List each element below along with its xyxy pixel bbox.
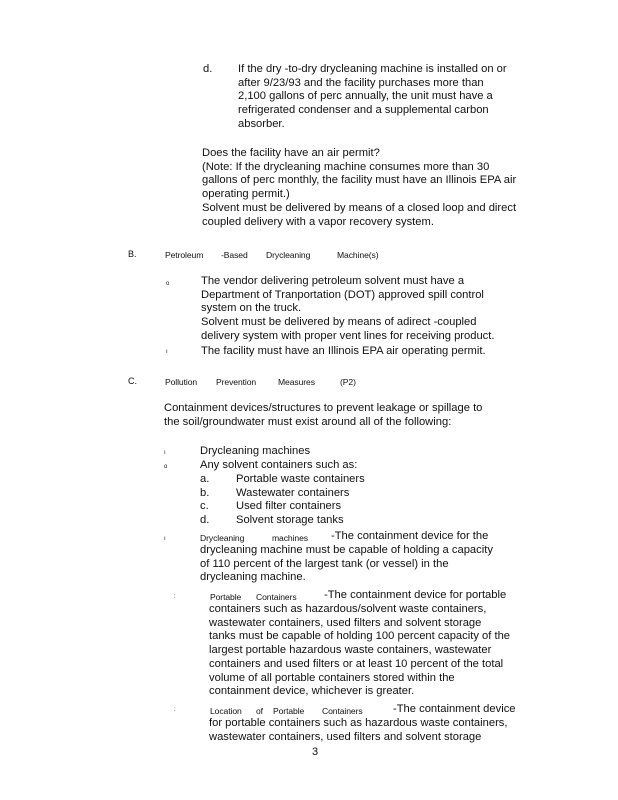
item-d-line: 2,100 gallons of perc annually, the unit must have a bbox=[238, 90, 493, 103]
air-permit-line: coupled delivery with a vapor recovery system. bbox=[202, 215, 434, 228]
list-item: Wastewater containers bbox=[236, 487, 350, 499]
section-b-heading-word: -Based bbox=[221, 250, 248, 260]
section-c-intro-line: Containment devices/structures to prevent leakage or spillage to bbox=[164, 402, 483, 414]
list-label: b. bbox=[200, 487, 210, 499]
air-permit-line: (Note: If the drycleaning machine consumes more than 30 bbox=[202, 160, 490, 173]
section-b-line: delivery system with proper vent lines for receiving product. bbox=[201, 329, 495, 342]
location-text bbox=[209, 717, 508, 744]
location-line: wastewater containers, used filters and solvent storage bbox=[209, 730, 482, 743]
list-label: a. bbox=[200, 473, 210, 485]
portable-line: largest portable hazardous waste containers, wastewater bbox=[209, 644, 492, 657]
item-d-text bbox=[238, 63, 507, 132]
bullet-colon-icon: : bbox=[174, 707, 176, 713]
section-b-heading-word: Drycleaning bbox=[266, 250, 311, 260]
term-containers: Containers bbox=[322, 706, 363, 716]
portable-first-line: -The containment device for portable bbox=[324, 589, 507, 601]
bullet-circle-icon: o bbox=[166, 281, 170, 287]
section-b-line: The facility must have an Illinois EPA air operating permit. bbox=[201, 345, 486, 357]
item-d-line: refrigerated condenser and a supplemental carbon bbox=[238, 104, 489, 117]
section-b-line: Department of Tranportation (DOT) approved spill control bbox=[201, 288, 484, 301]
page-number: 3 bbox=[312, 746, 319, 758]
air-permit-line: Solvent must be delivered by means of a closed loop and direct bbox=[202, 201, 517, 214]
term-portable: Portable bbox=[273, 706, 305, 716]
item-d-line: absorber. bbox=[238, 117, 285, 130]
portable-line: wastewater containers, used filters and solvent storage bbox=[209, 616, 482, 629]
portable-line: volume of all portable containers stored within the bbox=[209, 671, 455, 684]
list-label: c. bbox=[200, 500, 209, 512]
section-b-bullet-1 bbox=[201, 275, 495, 344]
section-c-heading-word: Prevention bbox=[216, 377, 257, 387]
machines-line: drycleaning machine. bbox=[200, 571, 306, 584]
air-permit-block bbox=[202, 147, 516, 229]
section-b-line: system on the truck. bbox=[201, 302, 302, 315]
list-item: Portable waste containers bbox=[236, 473, 365, 485]
bullet-bar-icon: ı bbox=[164, 536, 166, 542]
section-b-heading-word: Machine(s) bbox=[337, 250, 379, 260]
portable-line: containers and used filters or at least 10 percent of the total bbox=[209, 657, 504, 670]
location-first-line: -The containment device bbox=[393, 703, 516, 715]
portable-line: tanks must be capable of holding 100 percent capacity of the bbox=[209, 630, 511, 643]
list-label: d. bbox=[200, 514, 210, 526]
bullet-text-solvent-containers: Any solvent containers such as: bbox=[200, 459, 358, 471]
machines-line: drycleaning machine must be capable of holding a capacity bbox=[200, 544, 493, 556]
location-line: for portable containers such as hazardous waste containers, bbox=[209, 717, 508, 729]
section-b-heading-word: Petroleum bbox=[165, 250, 204, 260]
bullet-bar-icon: ı bbox=[166, 349, 168, 355]
portable-text bbox=[209, 603, 510, 699]
section-b-bullet-2 bbox=[201, 345, 486, 359]
section-c-intro bbox=[164, 402, 482, 429]
term-portable: Portable bbox=[210, 592, 242, 602]
section-c-heading-word: Measures bbox=[278, 377, 315, 387]
item-d-line: If the dry -to-dry drycleaning machine is installed on or bbox=[238, 63, 507, 75]
bullet-text-drycleaning-machines: Drycleaning machines bbox=[200, 445, 311, 457]
term-containers: Containers bbox=[256, 592, 297, 602]
item-d-label: d. bbox=[203, 63, 213, 75]
portable-line: containment device, whichever is greater. bbox=[209, 685, 415, 698]
machines-first-line: -The containment device for the bbox=[331, 530, 489, 542]
section-b-line: The vendor delivering petroleum solvent must have a bbox=[201, 275, 465, 287]
section-c-heading-word: Pollution bbox=[165, 377, 198, 387]
list-item: Used filter containers bbox=[236, 500, 342, 512]
air-permit-line: gallons of perc monthly, the facility must have an Illinois EPA air bbox=[202, 174, 517, 187]
bullet-colon-icon: : bbox=[174, 594, 176, 600]
term-of: of bbox=[256, 706, 263, 716]
section-c-intro-line: the soil/groundwater must exist around all of the following: bbox=[164, 415, 452, 428]
list-item: Solvent storage tanks bbox=[236, 514, 344, 526]
section-b-letter: B. bbox=[128, 249, 137, 259]
machines-line: of 110 percent of the largest tank (or vessel) in the bbox=[200, 557, 449, 570]
air-permit-line: Does the facility have an air permit? bbox=[202, 147, 380, 159]
portable-line: containers such as hazardous/solvent waste containers, bbox=[209, 603, 487, 615]
section-c-heading-word: (P2) bbox=[340, 377, 356, 387]
term-drycleaning: Drycleaning bbox=[200, 533, 245, 543]
item-d-line: after 9/23/93 and the facility purchases more than bbox=[238, 76, 484, 89]
section-c-letter: C. bbox=[128, 376, 137, 386]
term-location: Location bbox=[210, 706, 242, 716]
machines-text bbox=[200, 544, 493, 585]
bullet-circle-icon: o bbox=[164, 464, 168, 470]
bullet-bar-icon: ı bbox=[164, 450, 166, 456]
section-b-line: Solvent must be delivered by means of adirect -coupled bbox=[201, 316, 477, 329]
term-machines: machines bbox=[272, 533, 308, 543]
air-permit-line: operating permit.) bbox=[202, 188, 290, 201]
